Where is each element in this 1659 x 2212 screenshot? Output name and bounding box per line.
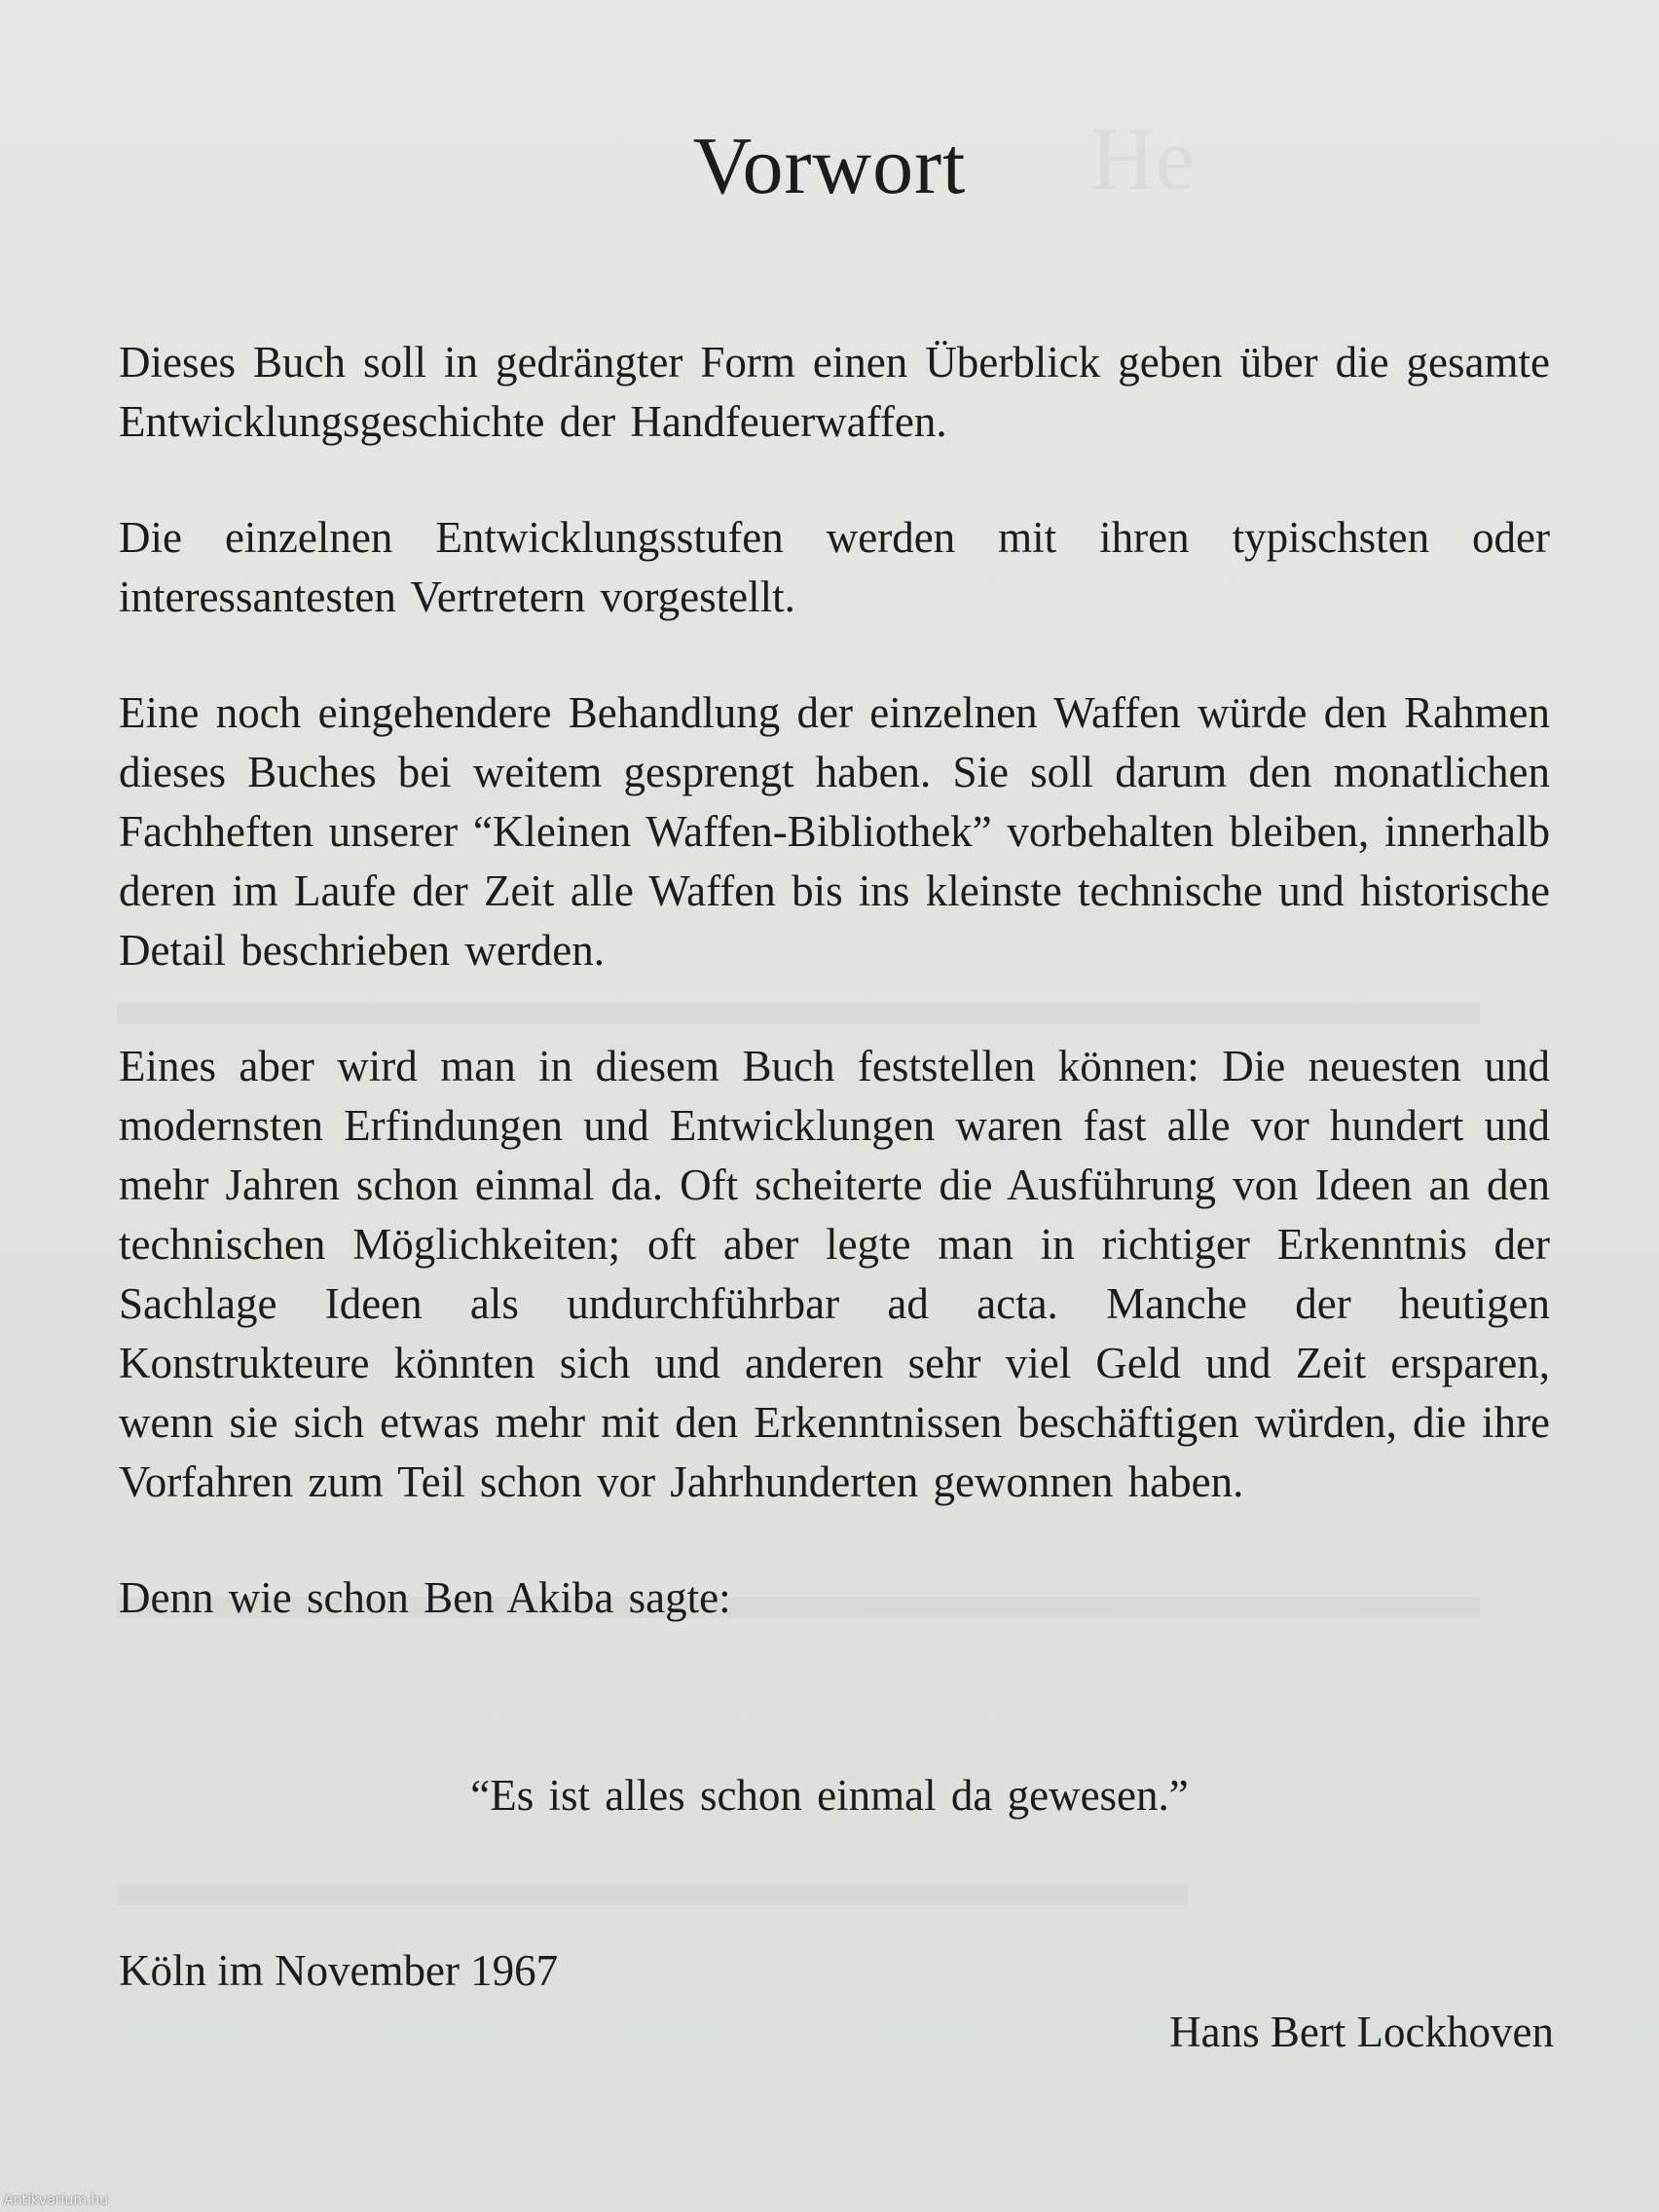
paragraph-1: Dieses Buch soll in gedrängter Form einen Überblick geben über die gesamte Entwicklungsgeschichte der Handfeuerwaffen. bbox=[119, 338, 1550, 446]
paragraph-5: Denn wie schon Ben Akiba sagte: bbox=[119, 1573, 731, 1622]
page-title: Vorwort bbox=[692, 121, 967, 211]
foreword-body bbox=[119, 333, 1550, 1684]
author-signature: Hans Bert Lockhoven bbox=[1169, 2008, 1554, 2056]
paragraph-4: Eines aber wird man in diesem Buch feststellen können: Die neuesten und modernsten Erfindungen und Entwicklungen waren fast alle vor hundert und mehr Jahren schon einmal da. Oft scheiterte die Ausführung von Ideen an den technischen Möglichkeiten; oft aber legte man in richtiger Erkenntnis der Sachlage Ideen als undurchführbar ad acta. Manche der heutigen Konstrukteure könnten sich und anderen sehr viel Geld und Zeit ersparen, wenn sie sich etwas mehr mit den Erkenntnissen beschäftigen würden, die ihre Vorfahren zum Teil schon vor Jahrhunderten gewonnen haben. bbox=[119, 1042, 1550, 1506]
quotation: “Es ist alles schon einmal da gewesen.” bbox=[470, 1771, 1189, 1820]
paragraph-2: Die einzelnen Entwicklungsstufen werden mit ihren typischsten oder interessantesten Vertretern vorgestellt. bbox=[119, 513, 1550, 621]
watermark-text: Antikvarium.hu bbox=[4, 2193, 109, 2208]
show-through-line bbox=[117, 1884, 1188, 1905]
place-date: Köln im November 1967 bbox=[119, 1946, 559, 1995]
paragraph-3: Eine noch eingehendere Behandlung der einzelnen Waffen würde den Rahmen dieses Buches bei weitem gesprengt haben. Sie soll darum den monatlichen Fachheften unserer “Kleinen Waffen-Bibliothek” vorbehalten bleiben, innerhalb deren im Laufe der Zeit alle Waffen bis ins kleinste technische und historische Detail beschrieben werden. bbox=[119, 688, 1550, 975]
